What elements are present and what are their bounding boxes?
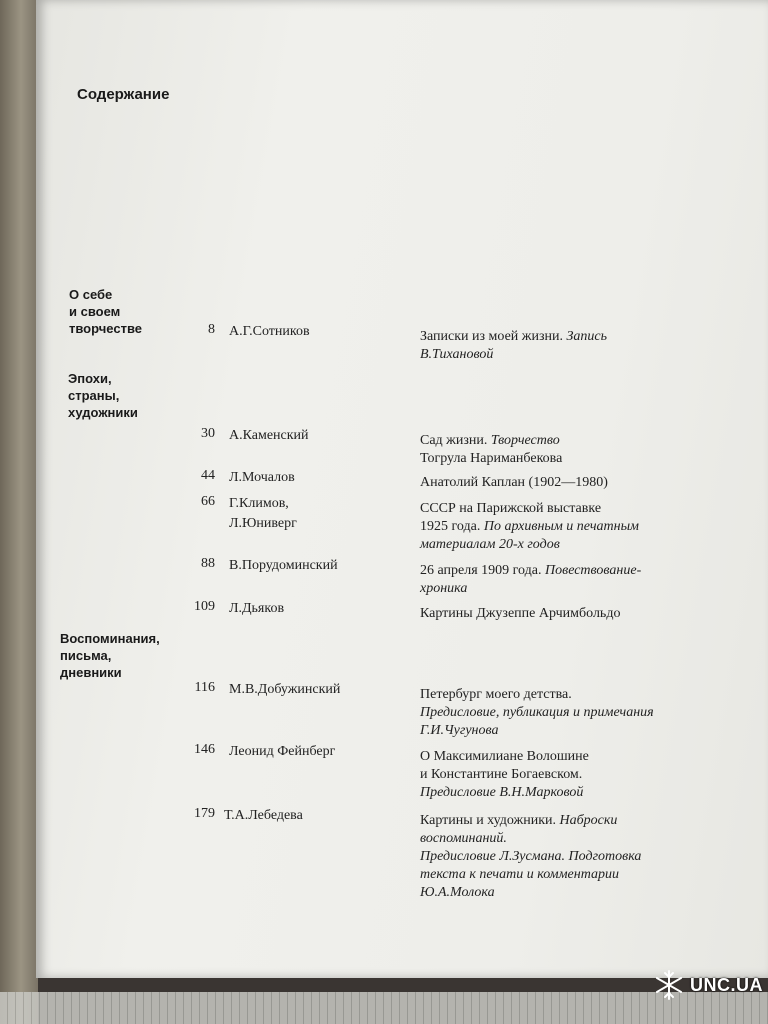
page-number: 44 [201,468,215,483]
entry-author: Л.Мочалов [229,470,295,485]
entry-title-line [420,346,750,364]
entry-title-line [420,328,750,346]
entry-title-line [420,784,750,802]
title-text: 26 апреля 1909 года. [420,563,545,578]
title-text: О Максимилиане Волошине [420,749,589,764]
entry-title [420,328,750,364]
entry-title-line [420,432,750,450]
title-text: Петербург моего детства. [420,687,572,702]
italic-text: Запись [566,329,608,344]
page-number: 88 [201,556,215,571]
snowflake-icon [652,968,686,1002]
entry-author: А.Г.Сотников [229,324,310,339]
entry-title-line [420,500,750,518]
section-label-memoirs: Воспоминания, письма, дневники [60,631,160,680]
title-text: Картины Джузеппе Арчимбольдо [420,606,621,621]
italic-text: воспоминаний. [420,831,507,846]
italic-text: Предисловие В.Н.Марковой [420,785,584,800]
entry-title-line [420,722,750,740]
italic-text: материалам 20-х годов [420,537,560,552]
entry-title [420,500,750,554]
italic-text: Ю.А.Молока [420,885,495,900]
entry-title [420,474,750,492]
entry-title-line [420,884,750,902]
section-label-about-self: О себе и своем творчестве [69,287,142,336]
page-number: 116 [194,680,215,695]
entry-title [420,562,750,598]
entry-title-line [420,536,750,554]
entry-title-line [420,686,750,704]
entry-author: М.В.Добужинский [229,682,341,697]
entry-title-line [420,580,750,598]
page-number: 30 [201,426,215,441]
entry-author: В.Порудоминский [229,558,338,573]
title-text: Записки из моей жизни. [420,329,567,344]
italic-text: Повествование- [545,563,642,578]
title-text: СССР на Парижской выставке [420,501,602,516]
italic-text: Наброски [559,813,618,828]
entry-title [420,748,750,802]
page-number: 66 [201,494,215,509]
entry-title-line [420,704,750,722]
page-number: 109 [194,599,215,614]
italic-text: текста к печати и комментарии [420,867,619,882]
title-text: Тогрула Нариманбекова [420,451,563,466]
entry-author: Л.Дьяков [229,601,285,616]
watermark-text: UNC.UA [690,974,763,995]
italic-text: хроника [420,581,468,596]
title-text: Сад жизни. [420,433,491,448]
italic-text: Творчество [490,433,560,448]
title-text: и Константине Богаевском. [420,767,583,782]
title-text: 1925 года. [420,519,484,534]
entry-title-line [420,518,750,536]
section-label-epochs: Эпохи, страны, художники [68,371,138,420]
entry-title-line [420,605,750,623]
entry-title-line [420,866,750,884]
entry-title [420,605,750,623]
entry-title [420,686,750,740]
page-number: 8 [208,322,215,337]
entry-title [420,812,750,902]
page-number: 179 [194,806,215,821]
entry-title-line [420,450,750,468]
italic-text: Г.И.Чугунова [420,723,499,738]
entry-title-line [420,562,750,580]
italic-text: Предисловие Л.Зусмана. Подготовка [420,849,642,864]
entry-title-line [420,748,750,766]
watermark [652,968,763,1002]
entry-title-line [420,766,750,784]
italic-text: По архивным и печатным [483,519,639,534]
entry-title-line [420,848,750,866]
contents-heading: Содержание [77,86,170,103]
page-number: 146 [194,742,215,757]
entry-title-line [420,812,750,830]
book-binding [0,0,38,1024]
entry-title-line [420,830,750,848]
entry-title-line [420,474,750,492]
title-text: Картины и художники. [420,813,560,828]
italic-text: В.Тихановой [420,347,494,362]
entry-author: Леонид Фейнберг [229,744,336,759]
entry-author: А.Каменский [229,428,309,443]
entry-author: Т.А.Лебедева [224,808,303,823]
italic-text: Предисловие, публикация и примечания [420,705,654,720]
entry-title [420,432,750,468]
title-text: Анатолий Каплан (1902—1980) [420,475,608,490]
entry-author: Г.Климов, Л.Юниверг [229,496,297,531]
